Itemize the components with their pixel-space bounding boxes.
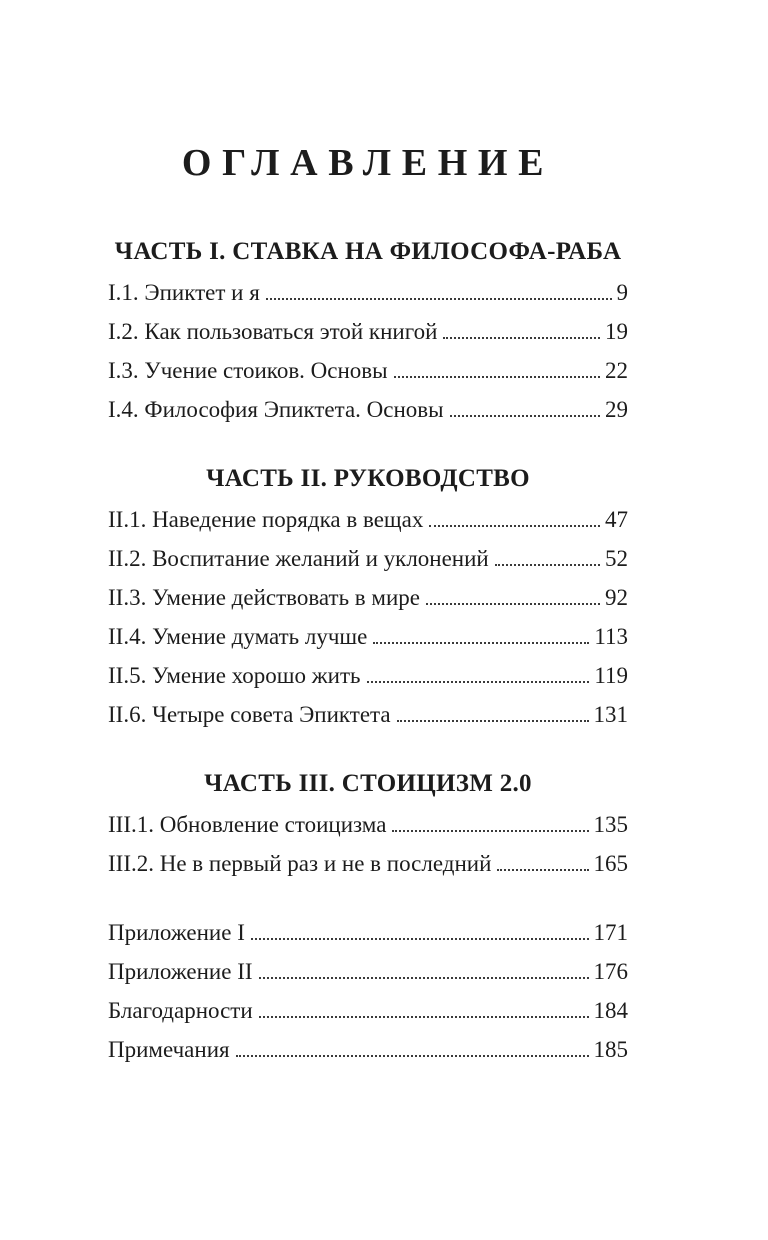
toc-entry-label: I.1. Эпиктет и я <box>108 280 260 305</box>
toc-entry-page: 176 <box>593 959 628 984</box>
section-heading: ЧАСТЬ II. РУКОВОДСТВО <box>206 465 530 492</box>
toc-entry-page: 9 <box>616 280 628 305</box>
toc-entry-label: III.1. Обновление стоицизма <box>108 812 387 837</box>
toc-entry <box>108 656 628 695</box>
dot-leader <box>373 642 589 644</box>
toc-entry-label: Приложение II <box>108 959 253 984</box>
toc-entry-page: 113 <box>594 624 628 649</box>
dot-leader <box>394 376 600 378</box>
toc-entry-label: II.3. Умение действовать в мире <box>108 585 420 610</box>
toc-entry-label: I.3. Учение стоиков. Основы <box>108 358 388 383</box>
toc-entry-label: Примечания <box>108 1037 230 1062</box>
toc-entry-label: III.2. Не в первый раз и не в последний <box>108 851 492 876</box>
toc-entry <box>108 952 628 991</box>
page-title: ОГЛАВЛЕНИЕ <box>181 142 555 184</box>
toc-entry-page: 119 <box>594 663 628 688</box>
toc-section-part-3 <box>108 764 628 883</box>
toc-entry-page: 52 <box>605 546 628 571</box>
toc-entry-page: 47 <box>605 507 628 532</box>
toc-entry-page: 184 <box>593 998 628 1023</box>
toc-entry <box>108 1030 628 1069</box>
dot-leader <box>443 337 600 339</box>
dot-leader <box>426 603 600 605</box>
toc-entry-label: I.2. Как пользоваться этой книгой <box>108 319 438 344</box>
dot-leader <box>450 415 600 417</box>
toc-entry-label: II.5. Умение хорошо жить <box>108 663 361 688</box>
toc-section-backmatter <box>108 913 628 1069</box>
toc-entry-label: II.1. Наведение порядка в вещах <box>108 507 424 532</box>
toc-section-part-1 <box>108 232 628 429</box>
toc-entry-page: 92 <box>605 585 628 610</box>
toc-entry <box>108 578 628 617</box>
dot-leader <box>497 869 588 871</box>
toc-entry-page: 22 <box>605 358 628 383</box>
dot-leader <box>259 977 589 979</box>
toc-column <box>108 140 628 1069</box>
toc-entry-label: Благодарности <box>108 998 253 1023</box>
dot-leader <box>367 681 590 683</box>
toc-entry-page: 19 <box>605 319 628 344</box>
dot-leader <box>392 830 588 832</box>
toc-entry-page: 185 <box>593 1037 628 1062</box>
toc-entry-label: II.2. Воспитание желаний и уклонений <box>108 546 489 571</box>
dot-leader <box>236 1055 589 1057</box>
dot-leader <box>397 720 589 722</box>
toc-entry-page: 165 <box>593 851 628 876</box>
toc-entry <box>108 844 628 883</box>
dot-leader <box>495 564 600 566</box>
section-heading: ЧАСТЬ I. СТАВКА НА ФИЛОСОФА-РАБА <box>114 238 622 265</box>
toc-entry-label: II.6. Четыре совета Эпиктета <box>108 702 391 727</box>
dot-leader <box>259 1016 589 1018</box>
toc-entry <box>108 695 628 734</box>
dot-leader <box>266 298 612 300</box>
toc-entry <box>108 390 628 429</box>
toc-entry-label: II.4. Умение думать лучше <box>108 624 368 649</box>
toc-entry-page: 171 <box>593 920 628 945</box>
toc-entry <box>108 273 628 312</box>
toc-entry-page: 29 <box>605 397 628 422</box>
toc-entry <box>108 617 628 656</box>
toc-section-part-2 <box>108 459 628 734</box>
toc-entry <box>108 312 628 351</box>
dot-leader <box>429 525 600 527</box>
toc-entry-label: I.4. Философия Эпиктета. Основы <box>108 397 444 422</box>
toc-entry <box>108 913 628 952</box>
toc-entry <box>108 500 628 539</box>
toc-entry <box>108 539 628 578</box>
toc-entry-page: 135 <box>593 812 628 837</box>
toc-entry <box>108 351 628 390</box>
toc-entry <box>108 991 628 1030</box>
dot-leader <box>251 938 589 940</box>
toc-entry <box>108 805 628 844</box>
section-heading: ЧАСТЬ III. СТОИЦИЗМ 2.0 <box>204 770 532 797</box>
toc-entry-page: 131 <box>593 702 628 727</box>
toc-entry-label: Приложение I <box>108 920 245 945</box>
